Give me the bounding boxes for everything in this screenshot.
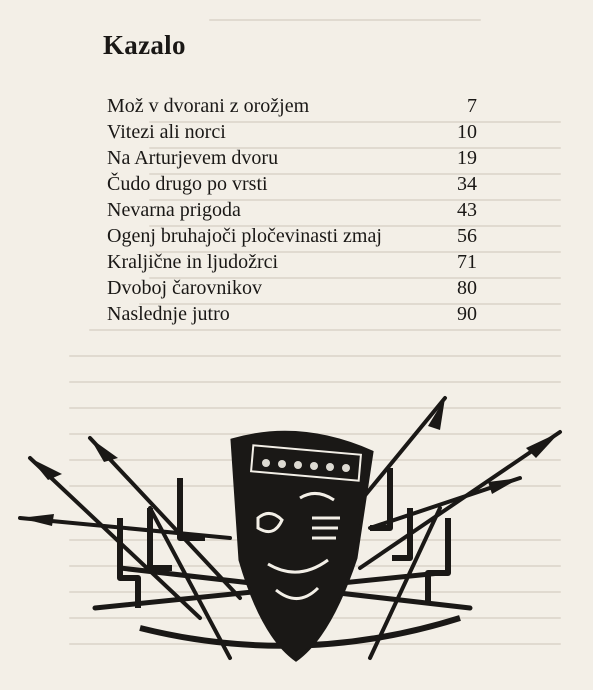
toc-entry-title: Nevarna prigoda xyxy=(107,199,241,221)
table-of-contents xyxy=(107,93,477,327)
toc-entry xyxy=(107,119,477,145)
toc-entry-page: 80 xyxy=(457,277,477,299)
toc-entry xyxy=(107,301,477,327)
toc-entry-page: 43 xyxy=(457,199,477,221)
toc-entry xyxy=(107,249,477,275)
shield-with-spears-illustration xyxy=(0,368,593,690)
toc-entry-title: Čudo drugo po vrsti xyxy=(107,173,268,195)
toc-entry-page: 7 xyxy=(467,95,477,117)
toc-entry-title: Vitezi ali norci xyxy=(107,121,226,143)
toc-entry xyxy=(107,223,477,249)
toc-entry-page: 71 xyxy=(457,251,477,273)
toc-entry-title: Kraljične in ljudožrci xyxy=(107,251,279,273)
toc-entry-page: 56 xyxy=(457,225,477,247)
toc-entry xyxy=(107,171,477,197)
toc-entry xyxy=(107,197,477,223)
toc-entry-page: 34 xyxy=(457,173,477,195)
toc-entry xyxy=(107,145,477,171)
toc-entry-title: Na Arturjevem dvoru xyxy=(107,147,279,169)
toc-entry-title: Naslednje jutro xyxy=(107,303,230,325)
toc-entry xyxy=(107,275,477,301)
toc-entry-page: 90 xyxy=(457,303,477,325)
toc-entry xyxy=(107,93,477,119)
toc-entry-page: 19 xyxy=(457,147,477,169)
toc-entry-title: Mož v dvorani z orožjem xyxy=(107,95,310,117)
toc-entry-title: Ogenj bruhajoči pločevinasti zmaj xyxy=(107,225,382,247)
toc-entry-page: 10 xyxy=(457,121,477,143)
page-title: Kazalo xyxy=(103,30,186,60)
toc-entry-title: Dvoboj čarovnikov xyxy=(107,277,262,299)
spear xyxy=(30,458,200,618)
